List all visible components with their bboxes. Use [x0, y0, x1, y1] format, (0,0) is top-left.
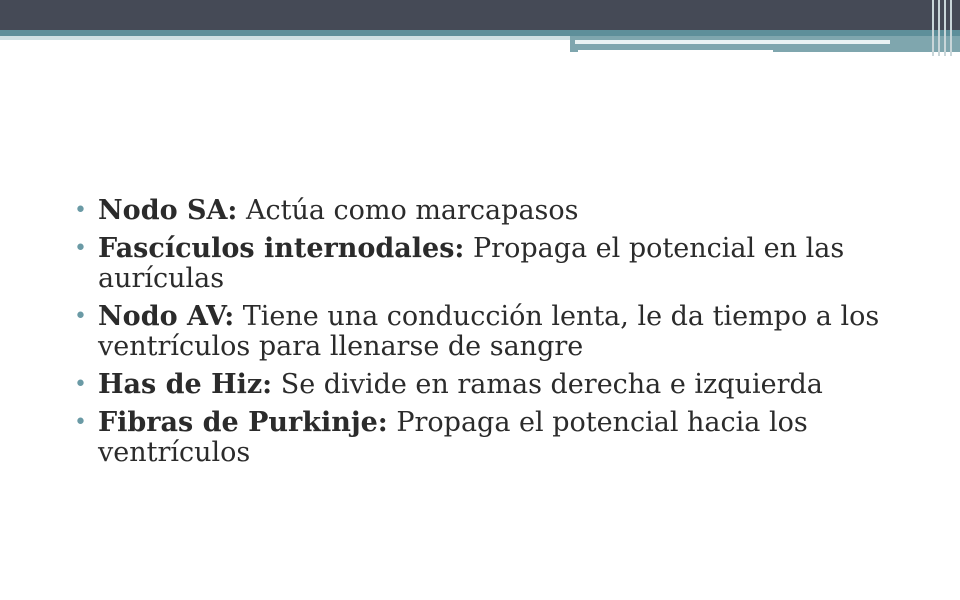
bullet-term: Fibras de Purkinje: [98, 407, 388, 438]
bullet-icon: • [74, 372, 87, 397]
bullet-description: Tiene una conducción lenta, le da tiempo a los ventrículos para llenarse de sangre [98, 301, 880, 362]
header-band-step-line [578, 50, 773, 52]
bullet-icon: • [74, 236, 87, 261]
bullet-item-has-de-hiz [72, 370, 912, 400]
bullet-icon: • [74, 410, 87, 435]
bullet-icon: • [74, 198, 87, 223]
bullet-description: Actúa como marcapasos [237, 195, 579, 226]
bullet-item-fibras-de-purkinje [72, 408, 912, 468]
bullet-term: Fascículos internodales: [98, 233, 465, 264]
header-band-step-inner [575, 40, 890, 44]
bullet-list [72, 196, 912, 468]
bullet-description: Propaga el potencial hacia los ventrículos [98, 407, 808, 468]
bullet-description: Se divide en ramas derecha e izquierda [272, 369, 823, 400]
bullet-term: Has de Hiz: [98, 369, 273, 400]
header-band-white-strip [0, 40, 570, 52]
bullet-term: Nodo SA: [98, 195, 238, 226]
bullet-item-nodo-sa [72, 196, 912, 226]
slide-body [72, 196, 912, 476]
header-edge-lines [932, 0, 954, 56]
bullet-item-fasciculos-internodales [72, 234, 912, 294]
bullet-term: Nodo AV: [98, 301, 235, 332]
bullet-item-nodo-av [72, 302, 912, 362]
bullet-icon: • [74, 304, 87, 329]
bullet-description: Propaga el potencial en las aurículas [98, 233, 845, 294]
header-band-dark [0, 0, 960, 30]
